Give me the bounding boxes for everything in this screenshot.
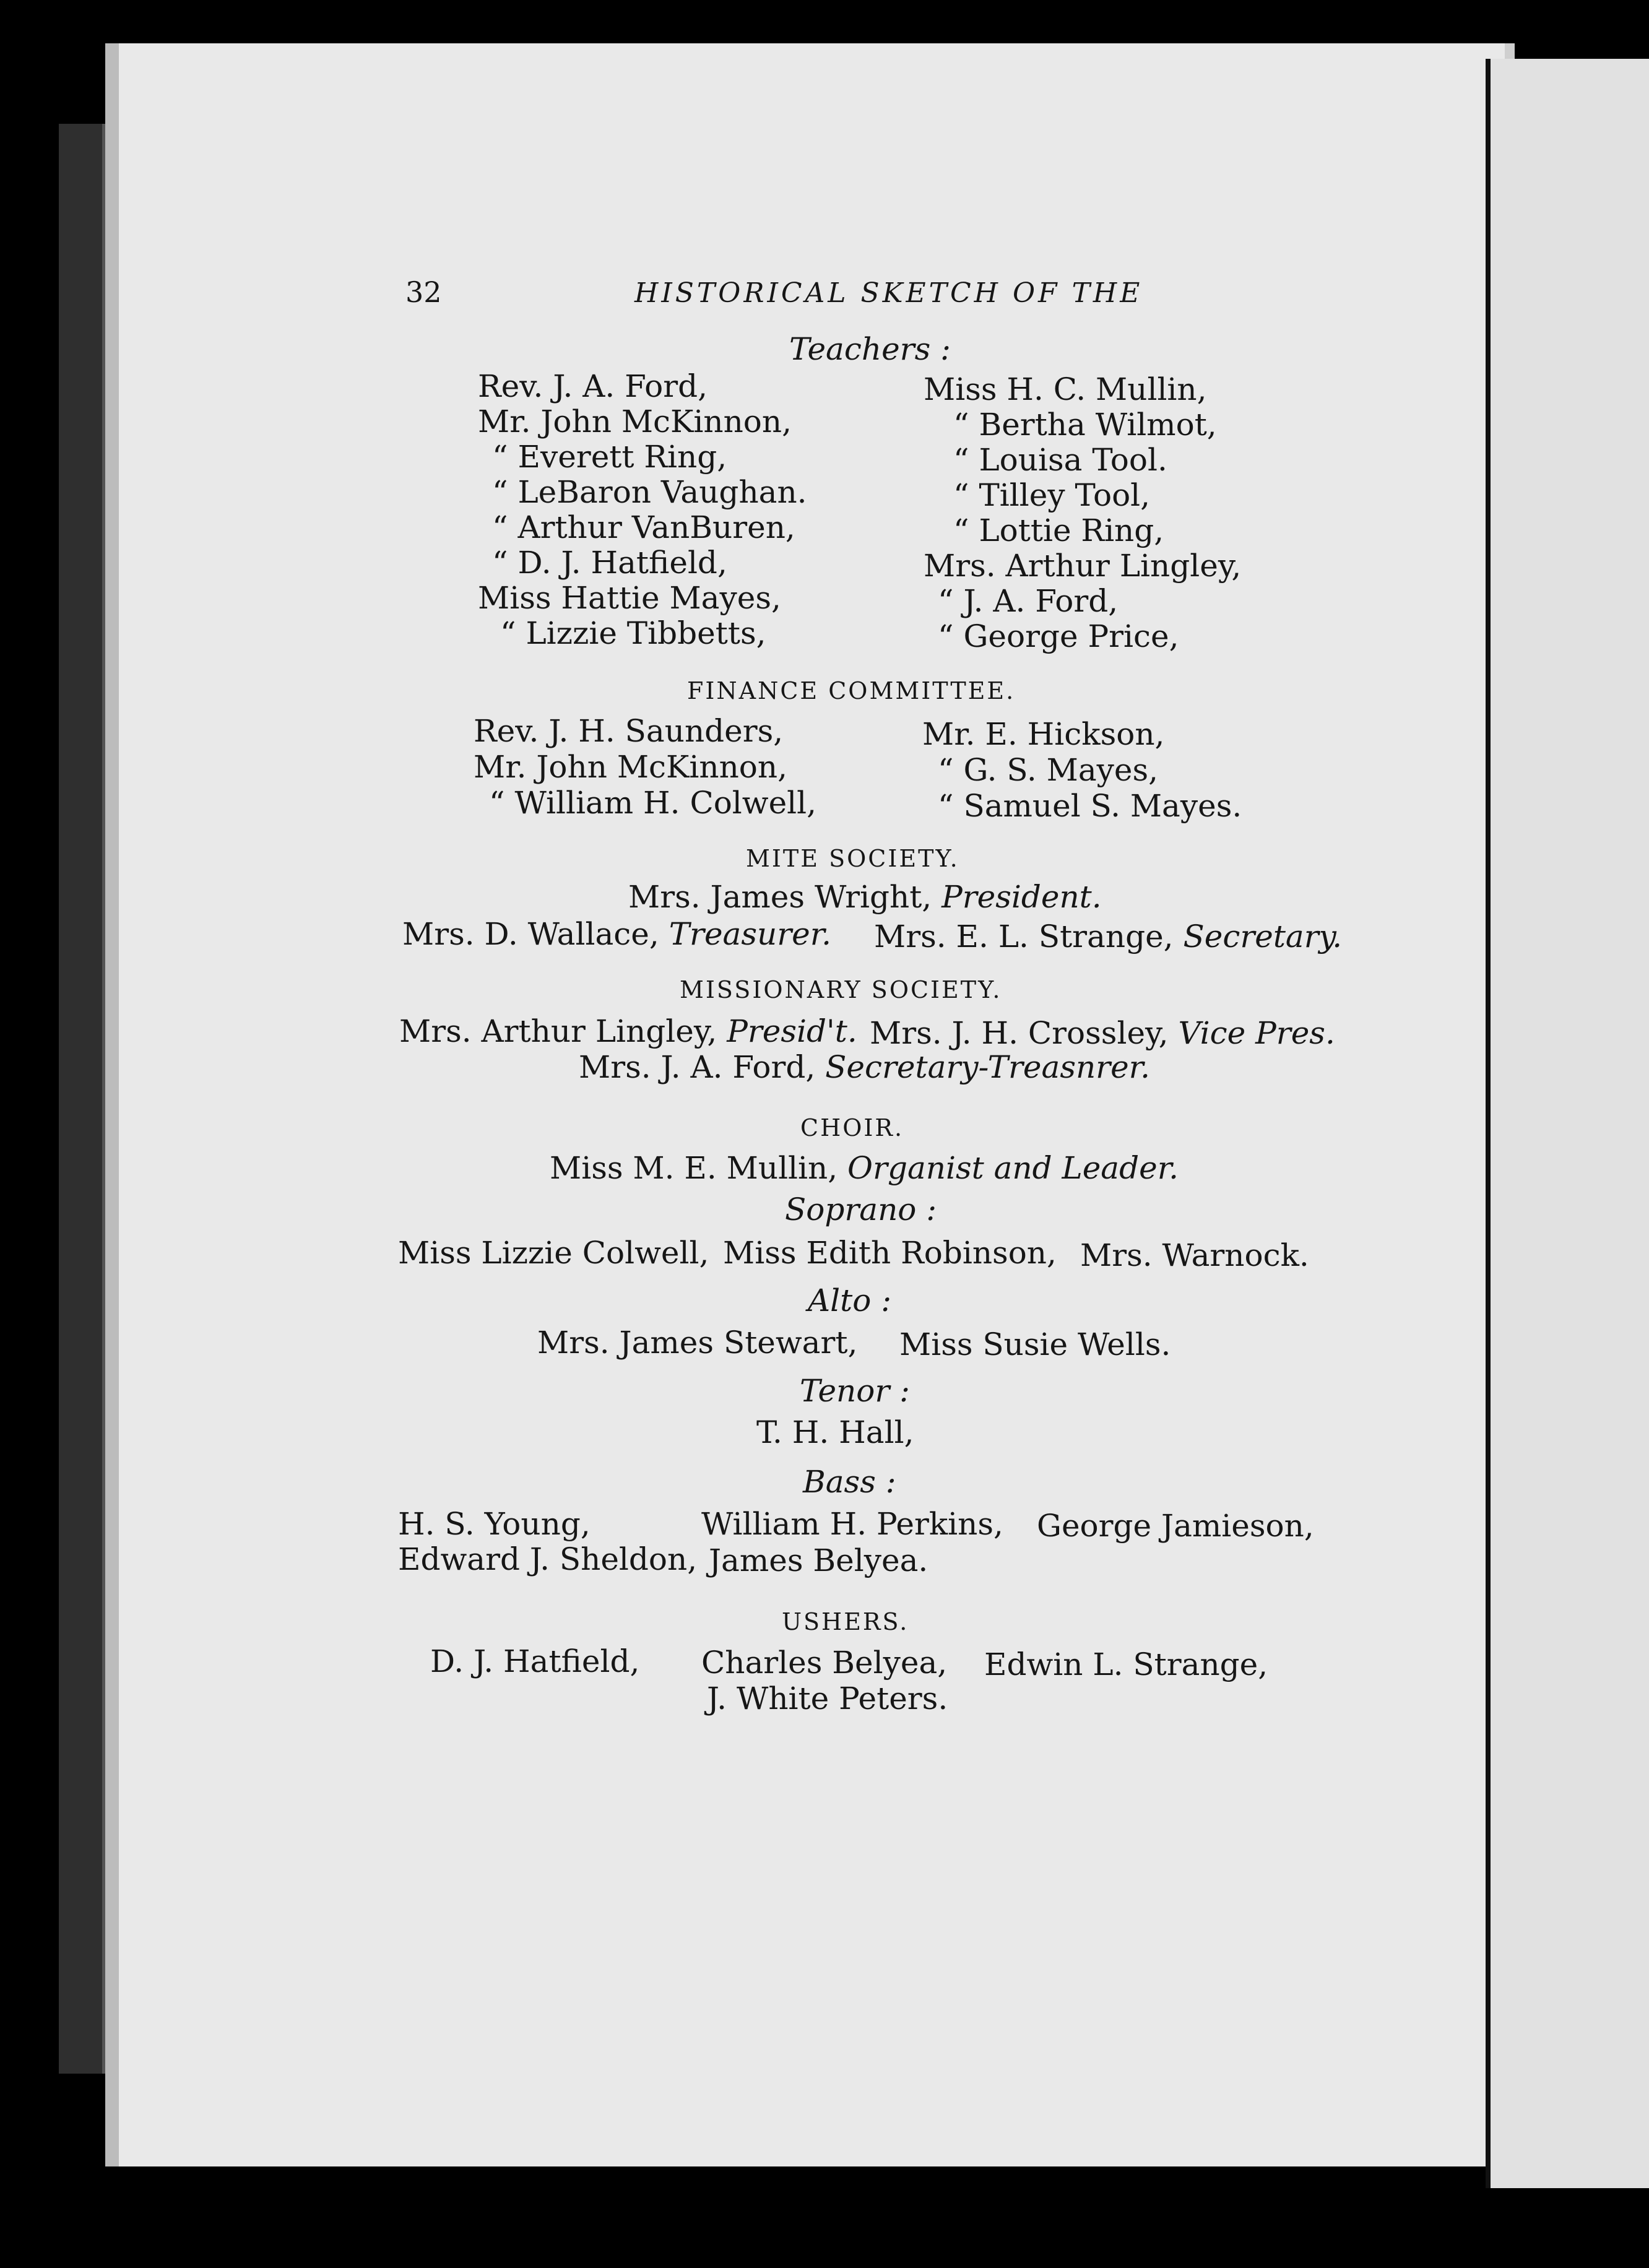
missionary-sectreas-name: Mrs. J. A. Ford, [579,1049,816,1085]
missionary-president-role: Presid't. [727,1013,857,1049]
mite-president-name: Mrs. James Wright, [628,879,932,915]
teacher-left: “ Everett Ring, [492,439,727,475]
alto-member: Miss Susie Wells. [899,1327,1171,1362]
mite-president-role: President. [941,879,1102,915]
missionary-secretary-treasurer [579,1049,1150,1085]
mite-heading: MITE SOCIETY. [746,845,959,872]
bass-member: George Jamieson, [1037,1508,1314,1544]
mite-secretary-role: Secretary. [1183,919,1343,954]
usher: Edwin L. Strange, [984,1647,1268,1682]
mite-treasurer [402,916,831,952]
bass-member: Edward J. Sheldon, [398,1541,698,1577]
missionary-heading: MISSIONARY SOCIETY. [680,976,1002,1003]
teacher-left: Rev. J. A. Ford, [478,368,708,404]
usher: Charles Belyea, [701,1645,948,1681]
mite-secretary-name: Mrs. E. L. Strange, [874,919,1174,954]
teacher-right: Miss H. C. Mullin, [924,371,1207,407]
usher: D. J. Hatfield, [430,1643,640,1679]
mite-president [628,879,1102,915]
teacher-right: Mrs. Arthur Lingley, [924,548,1242,584]
tenor-member: T. H. Hall, [756,1414,914,1450]
teacher-right: “ Lottie Ring, [953,513,1164,548]
mite-treasurer-role: Treasurer. [669,916,831,952]
finance-member-left: Mr. John McKinnon, [474,749,787,785]
teacher-right: “ J. A. Ford, [938,583,1119,619]
soprano-member: Miss Lizzie Colwell, [398,1235,709,1271]
choir-leader-name: Miss M. E. Mullin, [550,1150,838,1186]
choir-leader [550,1150,1179,1186]
bass-member: James Belyea. [709,1543,928,1578]
bass-member: William H. Perkins, [701,1506,1003,1542]
soprano-member: Mrs. Warnock. [1080,1237,1309,1273]
finance-member-left: “ William H. Colwell, [489,785,817,821]
teacher-left: “ LeBaron Vaughan. [492,474,807,510]
usher: J. White Peters. [707,1681,948,1716]
missionary-sectreas-role: Secretary-Treasnrer. [825,1049,1150,1085]
alto-heading: Alto : [808,1283,892,1318]
teacher-right: “ George Price, [938,618,1179,654]
alto-member: Mrs. James Stewart, [537,1325,858,1361]
teacher-left: Miss Hattie Mayes, [478,580,781,616]
page-number: 32 [405,275,442,309]
teacher-right: “ Bertha Wilmot, [953,407,1217,443]
missionary-president-name: Mrs. Arthur Lingley, [399,1013,717,1049]
bass-member: H. S. Young, [398,1506,591,1542]
running-head: HISTORICAL SKETCH OF THE [634,277,1143,309]
teacher-left: Mr. John McKinnon, [478,404,792,439]
choir-heading: CHOIR. [800,1114,904,1141]
soprano-heading: Soprano : [785,1192,937,1227]
finance-member-right: Mr. E. Hickson, [922,716,1165,752]
choir-leader-role: Organist and Leader. [847,1150,1179,1186]
finance-member-left: Rev. J. H. Saunders, [474,713,784,749]
teachers-heading: Teachers : [789,331,951,367]
teacher-left: “ Arthur VanBuren, [492,509,795,545]
soprano-member: Miss Edith Robinson, [723,1235,1057,1271]
finance-heading: FINANCE COMMITTEE. [687,677,1016,704]
teacher-right: “ Tilley Tool, [953,477,1151,513]
teacher-left: “ Lizzie Tibbetts, [500,615,766,651]
teacher-right: “ Louisa Tool. [953,442,1167,478]
mite-secretary [874,919,1342,954]
missionary-vice-name: Mrs. J. H. Crossley, [870,1015,1169,1051]
bass-heading: Bass : [803,1464,896,1500]
tenor-heading: Tenor : [800,1373,911,1409]
finance-member-right: “ Samuel S. Mayes. [938,788,1242,824]
ushers-heading: USHERS. [782,1608,909,1635]
missionary-president [399,1013,857,1049]
finance-member-right: “ G. S. Mayes, [938,752,1159,788]
mite-treasurer-name: Mrs. D. Wallace, [402,916,659,952]
missionary-vice-role: Vice Pres. [1178,1015,1335,1051]
teacher-left: “ D. J. Hatfield, [492,545,727,581]
missionary-vice-president [870,1015,1335,1051]
